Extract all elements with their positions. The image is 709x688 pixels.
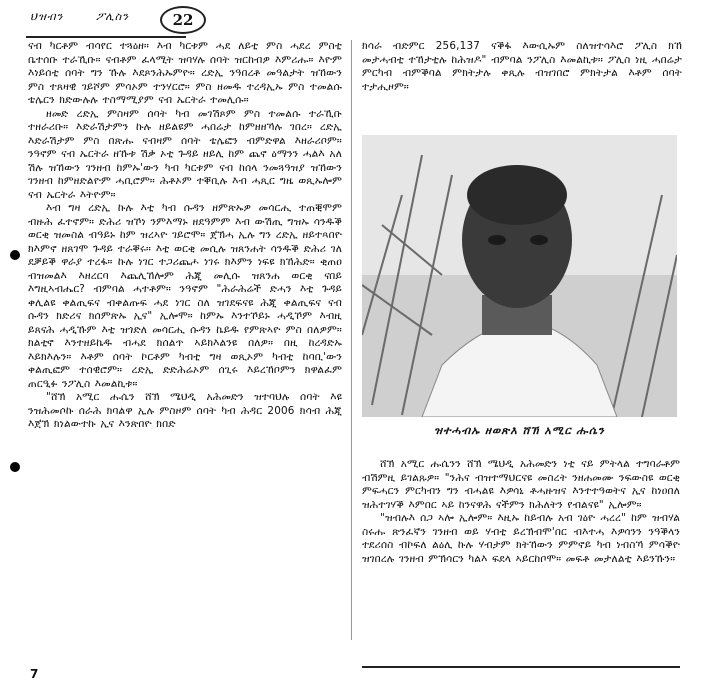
page-number-badge: 22 <box>160 6 206 34</box>
margin-dot-mark <box>10 250 20 260</box>
suspect-photo <box>362 135 677 417</box>
article-paragraph: ሸኽ አሚር ሑሴንን ሸኽ ሜህዲ አሕመድን ነቲ ናይ ምትላል ተግባራቶም ብሽምዚ ይገልጹዎ። "ንሕና ብዝተማህርናዩ መስረት ንዘሐመሙ ንፍውስዩ ወርቂ ምፍሓርን ምርካብን ግን ብሓልዩ እዎሳኒ ቶሓዙዝና እንተተዓወትና ኢና ከነዐበለ ዝሕተገሃቕ እምበር ኣይ ከንናዋሕ ናችምን ክሕለትን የብልናዩ" ኢሎም። <box>362 458 680 511</box>
photo-caption: ዝተሓብኡ ዘወጽእ ሸኽ አሚር ሑሴን <box>434 424 605 437</box>
margin-dot-mark <box>10 462 20 472</box>
footer-page-number: 7 <box>30 667 39 681</box>
header-rule <box>26 36 186 38</box>
article-paragraph: ክሳራ ብድምር 256,137 ናቕፋ እውሲኡም ስለዝተሳእሮ ፖሊስ ክኸ መታሓብቲ ተኸታቲሉ ከሕዝዶ" ብምባል ንፖሊስ እመልኪቱ። ፖሊስ ነዚ ሓበሬታ ምርካብ ብምቕባል ምክትታሉ ቀጺሉ ብዝገበሮ ምክትታል እቶም ሰባት ተታሒዞም። <box>362 40 682 93</box>
article-paragraph: "ሸኽ አሚር ሑሴን ሸኽ ሜህዲ አሕመድን ዝተባህሉ ሰባት እዩ ንዝሕመሶኩ ሰራሕ ክባልዋ ኢሉ ምስዞም ሰባት ካብ ሕዳር 2006 ክሳብ ሕጂ እጀኽ ክነልውተኩ ኢና እንጽበዮ ክበድ <box>28 391 342 430</box>
article-paragraph: እብ ግዛ ረድኢ ኩሉ እቲ ካብ ሱዳን ዘምጽኡዎ መሳርሒ ተጠቒሞም ብዙሕ ፈተኖም። ድሕሪ ዝኾነ ንምእማኑ ዘደዓምም እብ ውሽጢ ግዝኡ ሳንዱቕ ወርቂ ዝመስል ብዓይኑ ከም ዝረኣዮ ገይሮሞ። ጀኽሓ ኢሉ ግን ረድኢ ዘይተጻበዮ ክእምኖ ዘጸገሞ ጉዳይ ተራቐሩ። እቲ ወርቂ መሲሉ ዝጸንሐት ሳንዱቕ ድሕሪ ገለ ደቓይቕ ዋራያ ተረፋ። ኩሉ ነገር ተጋሪጨሖ ነገሩ ክእምን ነፍዩ ክኸሕድ። ቂጠዐ ብዝመልእ እዘረርባ እጨሊኸሎም ሕጂ መሊሱ ዝጸንሐ ወርቂ ናበይ እግዚኣብሔር? ብምባል ሓተቶም። ንዓኖም "ሕራሕሬች ድሓን እቲ ጉዳይ ቀሊልዩ ቀልጢፍና ብቀልጡፍ ሓደ ነገር ስለ ዝገደፍናዩ ሕጂ ቀልጢፍና ናብ ሱዳን ክድሪና ክሰምጽኡ ኢና" ኢሎሞ። ከምኡ እንተኾይኑ ሓዲኾም እብዚ ይጸናሕ ሓዲኹም እቲ ዝጎድለ መሳርሒ ሱዳን ኬይዱ የምጽኣዮ ምስ በለዎም። ክልቲኖ እንተዘይኬዱ ብሓደ ክሰልጥ ኣይክእልንዩ በለዎ። በዚ ከረዳድኡ እይክእሉን። እቶም ሰባት ኮርቶም ካብቲ ግዛ ወጺኦም ካብቲ ከባቢ'ውን ቀልጢፎም ተሰዊሮም። ረድኢ ድድሕሬኦም ሰጊሩ እይረኸቦምን ክዋልፈም ጠርዒፉ ንፖሊስ እመልኪቱ። <box>28 202 342 390</box>
right-column-top-text <box>362 40 682 130</box>
page-header <box>0 0 709 38</box>
article-paragraph: "ዝብሉእ ሰጋ ኣሎ ኢሎም። እዚኡ ከይብሉ አብ ገዕዮ ሓረረ" ከም ዝብሃል ስሩሑ ጽንፈኛን ገንዘብ ወይ ሃብቲ ይረኽብሞ'በር ብእተሓ እዎሳንን ንዓቕላን ተደሪሰስ ብኮፍለ ልዕሊ ኩሉ ሃብታም ክትኸውን ምምኖይ ካብ ነብስኻ ምሳቕዮ ዝገበረሉ ገንዘብ ምኽሳርን ካልእ ፍደላ ኣይርከቦሞ። መፍቶ መታለልቲ እይንኹን። <box>362 512 680 565</box>
article-paragraph: ዘመድ ረድኢ ምስዛም ሰባት ካብ መገሽጾም ምስ ተመልሱ ተራኺቡ ተዘራሪቡ። እድራሽታምን ኩሉ ዘይልዩም ሓበሬታ ከምዘዘኻሉ ገበረ። ረድኢ እድራሽታም ምስ በጽሑ ናብዛም ሰባት ቴሌፎን ብምድዋል እዘራሪቦም። ንዓኖም ናብ ኤርትራ ዘኹቱ ሽቃ ኦቲ ጉዳይ ዘይሊ ከም ጨኖ ዕማንን ሓልእ አለ ሽሉ ዝኸውን ገንዘብ ከምኡ'ውን ካብ ካርቱም ናብ ከሰላ ንመጓዓዝያ ዝኸውን ገንዘብ ከምዘድልዮም ሓቢሮም። ሕቶኦም ተቐቢሉ እብ ሓጺር ግዜ ወጺኡሎም ናብ ኤርትራ እትዮም። <box>28 107 342 201</box>
left-column-article <box>28 40 342 660</box>
header-middle-text: ፖሊስን <box>96 10 130 23</box>
column-divider <box>351 40 352 640</box>
header-left-text: ህዝብን <box>30 10 64 23</box>
right-column-bottom-text <box>362 458 680 668</box>
article-paragraph: ናብ ካርቶም ብሳየር ተጓዕዘ። እብ ካርቱም ሓደ ለይቲ ምስ ሓደረ ምስቲ ቤተሰቡ ተራኺቡ። ናብቶም ፈላሚት ዝባሃሉ ሰባት ዝርከብዎ እምሪሑ። እዮም እነይሰቲ ሰባት ግን ኹሉ እደጾንሕኡምዮ። ረድኢ ንዓበረቶ መዓልታት ዝኸውን ምስ ተጸዛዊ ገይሾም ምሳኦም ተንሃርሮ። ምስ ዘመዱ ተረዳኢኡ ምስ ተመልሱ ቴሌርን ክድውሉሉ ተስማሚያም ናብ ኤርትራ ተመሊሱ። <box>28 40 342 106</box>
bottom-rule <box>362 666 680 668</box>
